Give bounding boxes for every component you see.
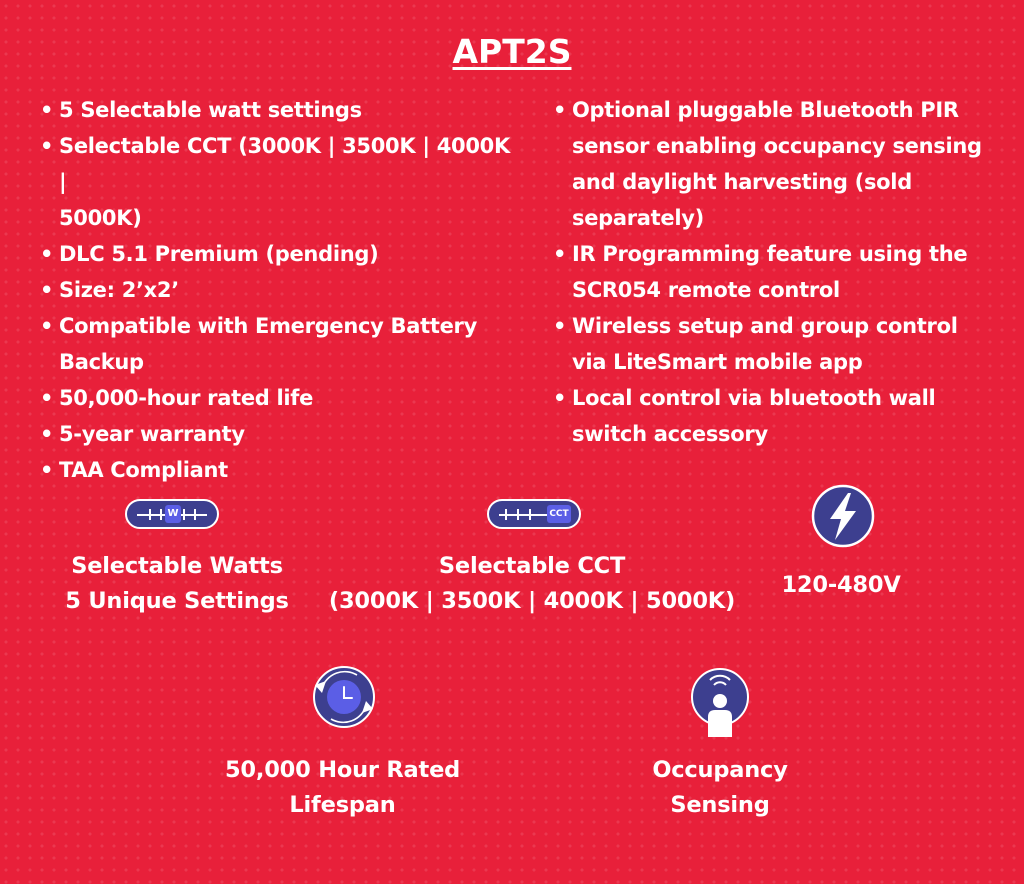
bullet-text-line: 50,000-hour rated life bbox=[59, 386, 314, 410]
bullet-text-line: Compatible with Emergency Battery bbox=[59, 314, 477, 338]
feature-bullet-item bbox=[40, 236, 520, 272]
selectable-watts-label: Selectable Watts 5 Unique Settings bbox=[65, 553, 289, 614]
bullet-dot: • bbox=[40, 314, 54, 338]
feature-bullet-item bbox=[40, 272, 520, 308]
feature-bullet-item bbox=[553, 236, 993, 308]
feature-bullet-item bbox=[40, 380, 520, 416]
bullet-text-line: SCR054 remote control bbox=[572, 278, 840, 302]
bullet-text-line: Local control via bluetooth wall bbox=[572, 386, 936, 410]
bullet-text-line: separately) bbox=[572, 206, 704, 230]
feature-bullet-item bbox=[553, 380, 993, 452]
bullet-text-line: 5000K) bbox=[59, 206, 142, 230]
bullet-text-line: IR Programming feature using the bbox=[572, 242, 968, 266]
bullet-text-line: sensor enabling occupancy sensing bbox=[572, 134, 982, 158]
watt-selector-icon bbox=[125, 499, 219, 529]
bullet-dot: • bbox=[40, 134, 54, 158]
feature-bullet-item bbox=[40, 92, 520, 128]
bullet-text-line: Wireless setup and group control bbox=[572, 314, 958, 338]
bullet-text-line: and daylight harvesting (sold bbox=[572, 170, 912, 194]
bullet-dot: • bbox=[40, 242, 54, 266]
lightning-bolt-icon bbox=[811, 484, 875, 548]
bullet-dot: • bbox=[553, 386, 567, 410]
bullet-text-line: 5-year warranty bbox=[59, 422, 245, 446]
cct-selector-icon bbox=[487, 499, 581, 529]
bullet-text-line: TAA Compliant bbox=[59, 458, 228, 482]
bullet-dot: • bbox=[553, 242, 567, 266]
bullet-text-line: switch accessory bbox=[572, 422, 768, 446]
bullet-dot: • bbox=[40, 278, 54, 302]
cct-knob: CCT bbox=[547, 505, 571, 523]
bullet-dot: • bbox=[553, 314, 567, 338]
lifespan-label: 50,000 Hour Rated Lifespan bbox=[224, 757, 461, 818]
feature-bullet-item bbox=[40, 128, 520, 236]
bullet-dot: • bbox=[40, 386, 54, 410]
bullet-dot: • bbox=[553, 98, 567, 122]
occupancy-sensor-icon bbox=[690, 667, 750, 737]
bullet-text-line: 5 Selectable watt settings bbox=[59, 98, 362, 122]
feature-bullet-item bbox=[40, 308, 520, 380]
right-feature-list bbox=[553, 92, 993, 452]
bullet-text-line: DLC 5.1 Premium (pending) bbox=[59, 242, 379, 266]
left-feature-list bbox=[40, 92, 520, 488]
feature-bullet-item bbox=[40, 452, 520, 488]
bullet-text-line: Backup bbox=[59, 350, 144, 374]
watt-knob: W bbox=[165, 505, 181, 523]
feature-bullet-item bbox=[40, 416, 520, 452]
bullet-text-line: via LiteSmart mobile app bbox=[572, 350, 863, 374]
feature-bullet-item bbox=[553, 308, 993, 380]
feature-bullet-item bbox=[553, 92, 993, 236]
occupancy-label: Occupancy Sensing bbox=[652, 757, 788, 818]
page-title: APT2S bbox=[452, 32, 572, 71]
bullet-text-line: Optional pluggable Bluetooth PIR bbox=[572, 98, 959, 122]
bullet-dot: • bbox=[40, 458, 54, 482]
selectable-cct-label: Selectable CCT (3000K | 3500K | 4000K | 5000K) bbox=[328, 553, 736, 614]
bullet-text-line: Selectable CCT (3000K | 3500K | 4000K | bbox=[59, 134, 510, 194]
bullet-dot: • bbox=[40, 98, 54, 122]
bullet-text-line: Size: 2’x2’ bbox=[59, 278, 179, 302]
clock-cycle-icon bbox=[311, 664, 377, 730]
voltage-label: 120-480V bbox=[781, 572, 901, 598]
bullet-dot: • bbox=[40, 422, 54, 446]
